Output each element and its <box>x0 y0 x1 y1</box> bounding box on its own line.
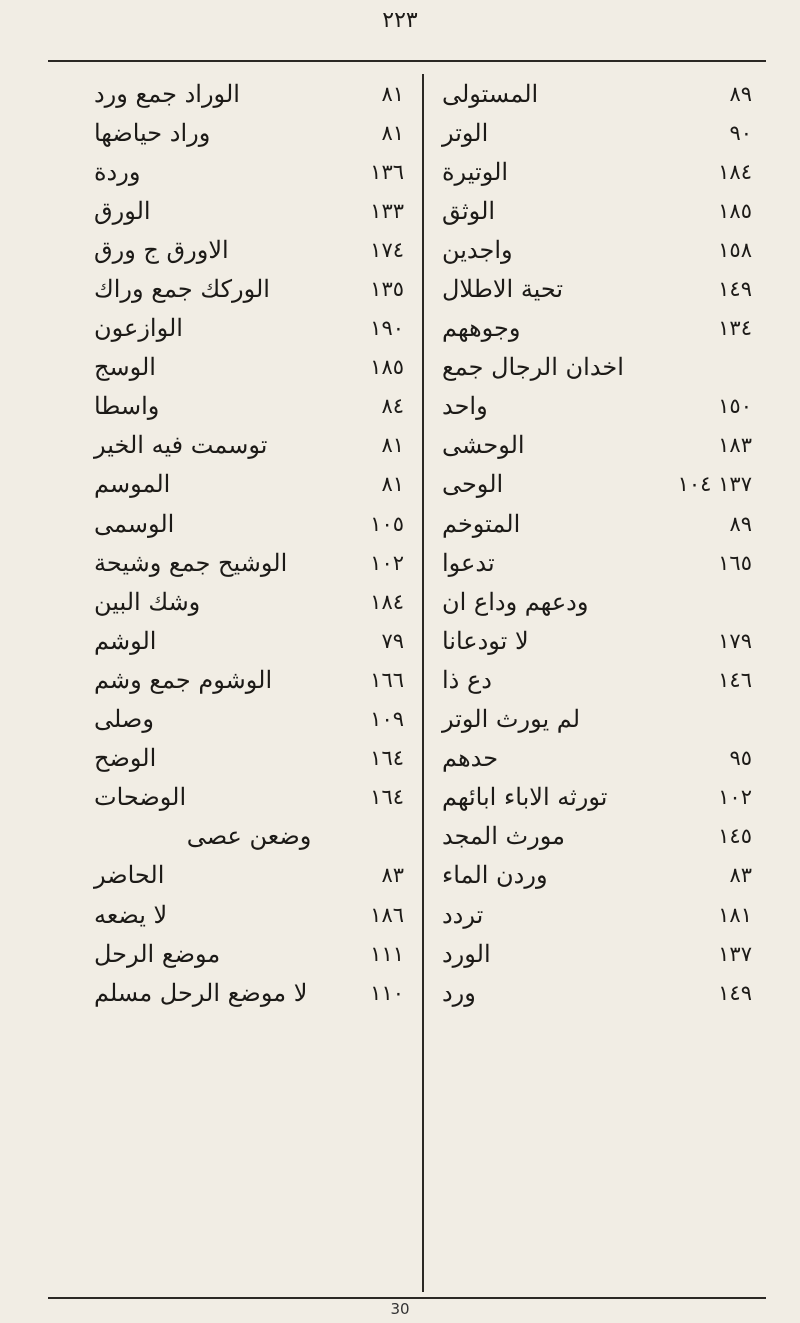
top-rule <box>48 60 766 62</box>
entry-page-number: ١٦٥ <box>718 550 752 575</box>
index-entry <box>84 152 414 191</box>
index-entry <box>84 74 414 113</box>
entry-word: الوشوم جمع وشم <box>93 665 273 694</box>
index-entry <box>84 465 414 504</box>
index-entry <box>84 778 414 817</box>
entry-word: وردن الماء <box>441 861 548 890</box>
entry-word: الوسمى <box>93 509 175 538</box>
entry-word: حدهم <box>441 744 499 773</box>
entry-word: الوضح <box>93 744 157 773</box>
entry-word: الوازعون <box>93 314 183 343</box>
index-entry <box>432 504 762 543</box>
entry-page-number: ١٣٥ <box>370 277 405 302</box>
entry-page-number: ١٨٣ <box>718 433 752 458</box>
entry-page-number: ٩٠ <box>729 120 752 145</box>
entry-page-number: ٨٣ <box>729 863 752 888</box>
right-column <box>424 74 762 1292</box>
entry-page-number: ٨١ <box>381 433 405 458</box>
index-entry <box>432 230 762 269</box>
entry-page-number: ١٣٤ <box>718 316 752 341</box>
entry-word: لا يضعه <box>93 900 168 929</box>
entry-page-number: ١٥٠ <box>718 394 752 419</box>
entry-page-number: ١٠٩ <box>370 707 405 732</box>
entry-page-number: ١٠٢ <box>718 785 752 810</box>
entry-word: الوحشى <box>441 431 525 460</box>
entry-word: واجدين <box>441 235 513 264</box>
entry-word: واحد <box>441 392 488 421</box>
entry-page-number: ١٣٣ <box>370 198 405 223</box>
index-entry <box>84 348 414 387</box>
index-entry <box>84 934 414 973</box>
entry-word: ودعهم وداع ان <box>441 587 589 616</box>
index-entry <box>84 309 414 348</box>
entry-page-number: ٧٩ <box>381 628 405 653</box>
entry-word: الاورق ج ورق <box>93 235 229 264</box>
index-entry <box>432 582 762 621</box>
index-entry <box>432 269 762 308</box>
index-table <box>84 74 762 1292</box>
entry-page-number: ١٧٤ <box>370 237 405 262</box>
entry-page-number: ١٦٦ <box>370 667 405 692</box>
entry-page-number: ١٣٧ ١٠٤ <box>677 472 752 497</box>
index-entry <box>432 113 762 152</box>
index-entry <box>432 778 762 817</box>
entry-page-number: ١٤٥ <box>718 824 752 849</box>
index-entry <box>432 817 762 856</box>
index-entry <box>432 543 762 582</box>
index-entry <box>84 817 414 856</box>
entry-word: الموسم <box>93 470 171 499</box>
entry-word: توسمت فيه الخير <box>93 431 268 460</box>
index-entry <box>432 465 762 504</box>
entry-page-number: ١٨٤ <box>718 159 752 184</box>
entry-page-number: ١٤٦ <box>718 667 752 692</box>
index-entry <box>432 856 762 895</box>
entry-word: تدعوا <box>441 548 495 577</box>
entry-page-number: ١٨١ <box>718 902 752 927</box>
entry-word: لم يورث الوتر <box>441 705 581 734</box>
entry-word: موضع الرحل <box>93 939 221 968</box>
index-entry <box>84 269 414 308</box>
entry-page-number: ١١١ <box>370 941 405 966</box>
entry-word: وضعن عصى <box>186 822 312 851</box>
entry-word: الوثق <box>441 196 496 225</box>
entry-word: الورد <box>441 939 491 968</box>
entry-page-number: ٨١ <box>381 472 405 497</box>
entry-page-number: ١٨٦ <box>370 902 405 927</box>
entry-word: الوراد جمع ورد <box>93 79 240 108</box>
entry-page-number: ١٥٨ <box>718 237 752 262</box>
entry-page-number: ١٨٤ <box>370 589 405 614</box>
left-column <box>84 74 422 1292</box>
entry-word: وصلى <box>93 705 154 734</box>
entry-word: واسطا <box>93 392 160 421</box>
entry-page-number: ٨٤ <box>381 394 405 419</box>
entry-page-number: ١٩٠ <box>370 316 405 341</box>
entry-word: تردد <box>441 900 484 929</box>
index-entry <box>432 895 762 934</box>
bottom-rule <box>48 1297 766 1299</box>
index-entry <box>432 387 762 426</box>
index-entry <box>432 152 762 191</box>
entry-word: مورث المجد <box>441 822 565 851</box>
index-entry <box>84 582 414 621</box>
index-entry <box>432 934 762 973</box>
entry-page-number: ١٤٩ <box>718 277 752 302</box>
entry-word: الوشم <box>93 626 157 655</box>
entry-word: الحاضر <box>93 861 165 890</box>
index-entry <box>432 348 762 387</box>
entry-word: المتوخم <box>441 509 521 538</box>
index-entry <box>432 739 762 778</box>
entry-page-number: ٨٩ <box>729 511 752 536</box>
index-entry <box>432 309 762 348</box>
entry-word: الوركك جمع وراك <box>93 275 270 304</box>
entry-page-number: ٨١ <box>381 120 405 145</box>
entry-page-number: ١٧٩ <box>718 628 752 653</box>
entry-word: الوتيرة <box>441 157 509 186</box>
entry-word: وشك البين <box>93 587 201 616</box>
index-entry <box>432 191 762 230</box>
entry-page-number: ١٠٥ <box>370 511 405 536</box>
entry-page-number: ١٣٧ <box>718 941 752 966</box>
entry-word: تورثه الاباء ابائهم <box>441 783 608 812</box>
entry-page-number: ٨٣ <box>381 863 405 888</box>
index-entry <box>84 856 414 895</box>
entry-word: الورق <box>93 196 151 225</box>
index-entry <box>432 700 762 739</box>
entry-word: الوتر <box>441 118 489 147</box>
entry-word: لا تودعانا <box>441 626 529 655</box>
index-entry <box>84 426 414 465</box>
index-entry <box>84 543 414 582</box>
entry-page-number: ١٨٥ <box>370 355 405 380</box>
entry-page-number: ١٤٩ <box>718 980 752 1005</box>
index-entry <box>84 739 414 778</box>
entry-page-number: ٨١ <box>381 81 405 106</box>
index-entry <box>84 113 414 152</box>
index-entry <box>84 700 414 739</box>
entry-word: وجوههم <box>441 314 521 343</box>
entry-word: وراد حياضها <box>93 118 211 147</box>
entry-word: المستولى <box>441 79 539 108</box>
entry-word: الوحى <box>441 470 504 499</box>
entry-word: الوسج <box>93 353 156 382</box>
entry-word: لا موضع الرحل مسلم <box>93 978 308 1007</box>
index-entry <box>84 973 414 1012</box>
index-entry <box>432 660 762 699</box>
index-entry <box>84 191 414 230</box>
entry-word: ورد <box>441 978 476 1007</box>
entry-word: اخدان الرجال جمع <box>441 353 624 382</box>
entry-word: دع ذا <box>441 665 492 694</box>
index-entry <box>432 74 762 113</box>
entry-page-number: ٩٥ <box>729 746 752 771</box>
index-entry <box>84 660 414 699</box>
entry-word: وردة <box>93 157 141 186</box>
entry-page-number: ١٦٤ <box>370 746 405 771</box>
entry-page-number: ٨٩ <box>729 81 752 106</box>
index-entry <box>432 426 762 465</box>
page-top-number: ٢٢٣ <box>382 8 418 33</box>
entry-page-number: ١٦٤ <box>370 785 405 810</box>
entry-word: الوشيح جمع وشيحة <box>93 548 288 577</box>
entry-word: الوضحات <box>93 783 187 812</box>
page-folio: 30 <box>390 1300 410 1318</box>
index-entry <box>84 504 414 543</box>
index-entry <box>432 621 762 660</box>
entry-word: تحية الاطلال <box>441 275 564 304</box>
index-entry <box>84 387 414 426</box>
entry-page-number: ١٨٥ <box>718 198 752 223</box>
index-entry <box>432 973 762 1012</box>
entry-page-number: ١١٠ <box>370 980 405 1005</box>
index-entry <box>84 895 414 934</box>
index-entry <box>84 230 414 269</box>
index-entry <box>84 621 414 660</box>
entry-page-number: ١٣٦ <box>370 159 405 184</box>
entry-page-number: ١٠٢ <box>370 550 405 575</box>
